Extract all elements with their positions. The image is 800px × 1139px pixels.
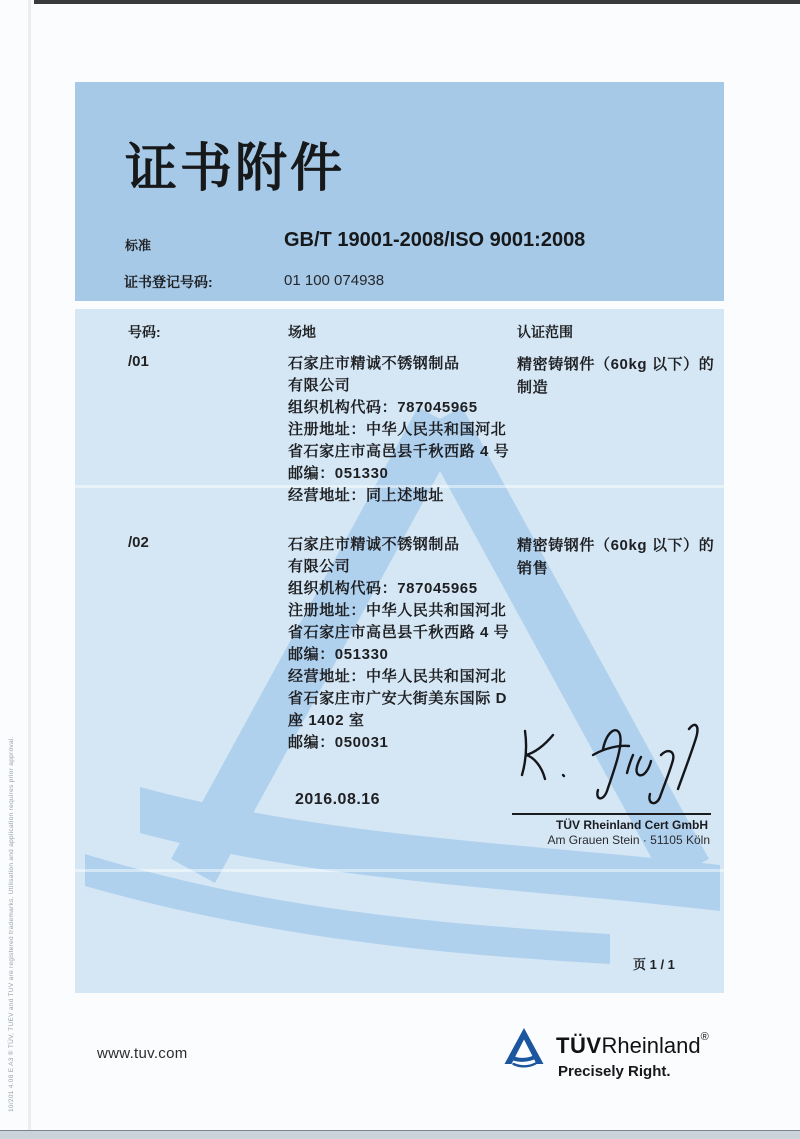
cert-number-label: 证书登记号码: bbox=[124, 274, 213, 290]
column-header-scope: 认证范围 bbox=[517, 324, 573, 340]
tuv-rheinland-logo-icon bbox=[502, 1026, 546, 1068]
cert-number-value: 01 100 074938 bbox=[284, 272, 385, 289]
website-url: www.tuv.com bbox=[97, 1045, 188, 1062]
registered-mark: ® bbox=[700, 1031, 709, 1043]
row-site-address: 石家庄市精诚不锈钢制品 有限公司 组织机构代码：787045965 注册地址：中华人民共和国河北 省石家庄市高邑县千秋西路 4 号 邮编：051330 经营地址：同上述地址 bbox=[288, 355, 510, 504]
scan-edge-bottom bbox=[0, 1130, 800, 1139]
brand-tagline: Precisely Right. bbox=[558, 1063, 671, 1080]
side-imprint-text: 10/201 4.08 E A3 ® TÜV, TUEV and TUV are registered trademarks. Utilisation and application requires prior approval. bbox=[8, 736, 15, 1112]
scan-edge-top bbox=[34, 0, 800, 4]
signature-line bbox=[512, 813, 711, 815]
scan-crease bbox=[75, 869, 724, 872]
standard-value: GB/T 19001-2008/ISO 9001:2008 bbox=[284, 229, 586, 251]
scan-crease-left bbox=[28, 0, 31, 1139]
row-number: /02 bbox=[128, 534, 149, 551]
column-header-site: 场地 bbox=[288, 324, 316, 340]
certificate-body-block bbox=[75, 309, 724, 993]
row-site-address: 石家庄市精诚不锈钢制品 有限公司 组织机构代码：787045965 注册地址：中华人民共和国河北 省石家庄市高邑县千秋西路 4 号 邮编：051330 经营地址：中华人民共和国河北 省石家庄市广安大街美东国际 D 座 1402 室 邮编：050031 bbox=[288, 536, 510, 751]
column-header-number: 号码: bbox=[128, 324, 161, 340]
page-indicator: 页 1 / 1 bbox=[633, 957, 675, 972]
certificate-header-block bbox=[75, 82, 724, 301]
row-certification-scope: 精密铸钢件（60kg 以下）的 销售 bbox=[517, 537, 715, 577]
page-title: 证书附件 bbox=[125, 140, 346, 198]
row-certification-scope: 精密铸钢件（60kg 以下）的 制造 bbox=[517, 356, 715, 396]
brand-wordmark bbox=[556, 1033, 709, 1059]
issue-date: 2016.08.16 bbox=[295, 791, 381, 808]
signature-address: Am Grauen Stein · 51105 Köln bbox=[547, 833, 710, 847]
handwritten-signature bbox=[503, 709, 715, 815]
standard-label: 标准 bbox=[125, 238, 152, 253]
brand-tuv: TÜV bbox=[556, 1033, 602, 1058]
brand-rheinland: Rheinland bbox=[601, 1033, 701, 1058]
row-number: /01 bbox=[128, 353, 149, 370]
signature-organization: TÜV Rheinland Cert GmbH bbox=[555, 818, 708, 832]
